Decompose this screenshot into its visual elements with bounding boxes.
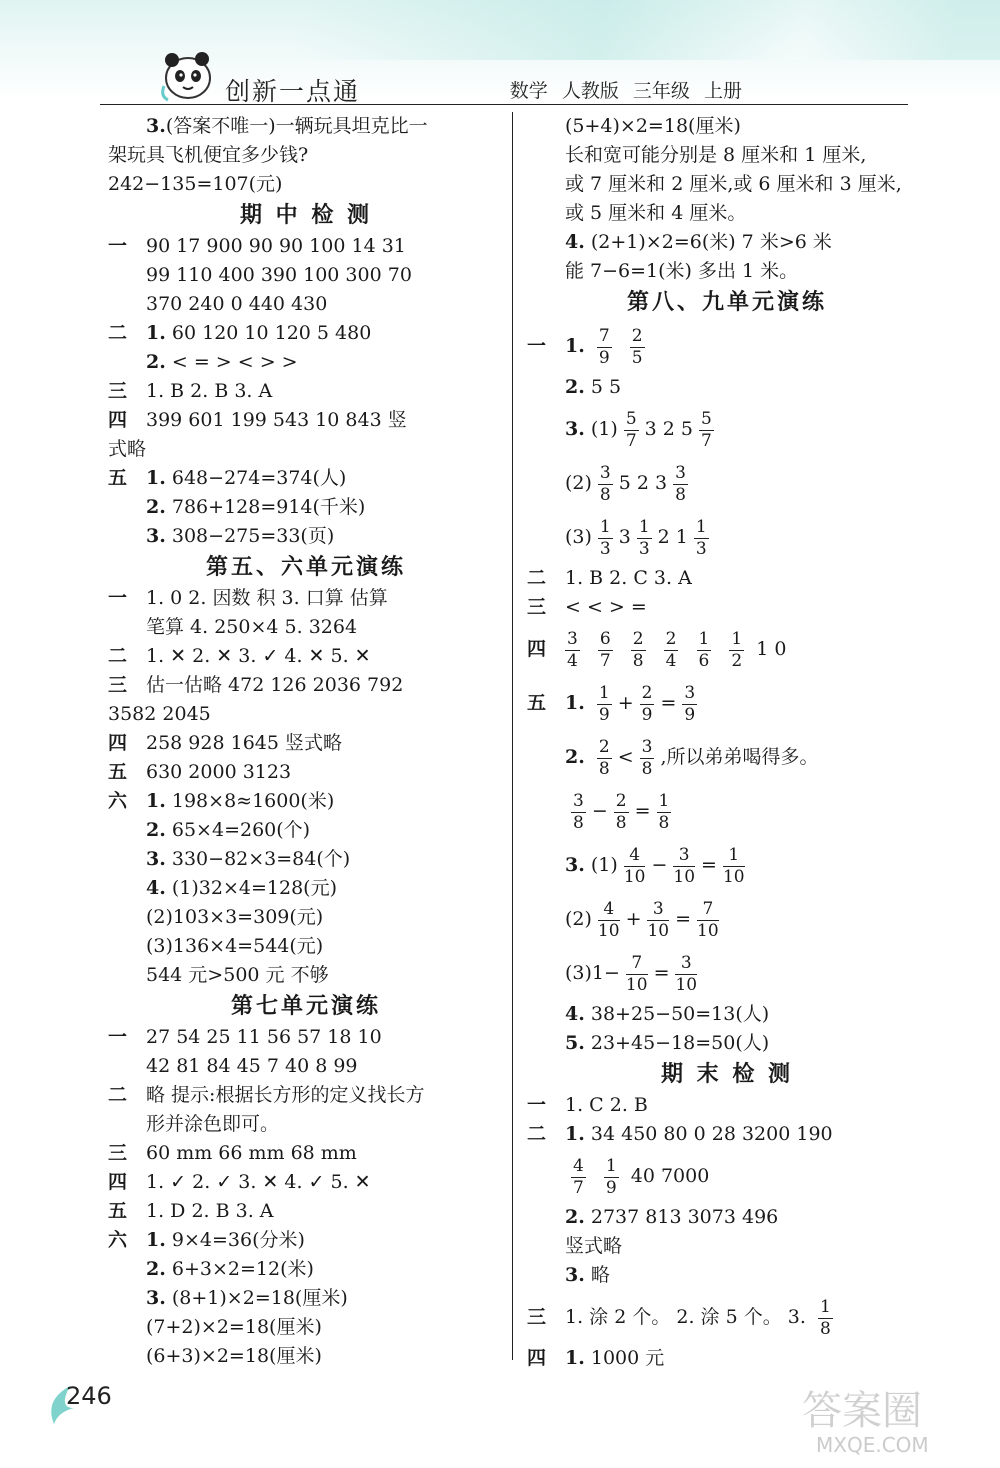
- fraction-line: 2. $\frac{2}{8}$ < $\frac{3}{8}$ ,所以弟弟喝得多。: [565, 736, 819, 779]
- fraction-line: 五 1. $\frac{1}{9}$ + $\frac{2}{9}$ = $\frac{3}{9}$: [527, 682, 696, 725]
- answer-line: 六 1. 198×8≈1600(米): [108, 790, 335, 812]
- answer-line: 五 1. 648−274=374(人): [108, 467, 347, 489]
- fraction: $\frac{3}{10}$: [647, 898, 670, 941]
- fraction: $\frac{2}{8}$: [632, 628, 644, 671]
- fraction: $\frac{3}{8}$: [675, 462, 686, 505]
- answer-line: 99 110 400 390 100 300 70: [146, 264, 412, 286]
- fraction: $\frac{3}{8}$: [573, 790, 584, 833]
- answer-line: 二 1. 34 450 80 0 28 3200 190: [527, 1123, 833, 1145]
- answer-line: 2. 5 5: [565, 376, 622, 398]
- fraction: $\frac{6}{7}$: [599, 628, 611, 671]
- fraction-line: 一 1. $\frac{7}{9}$ $\frac{2}{5}$: [527, 325, 643, 368]
- answer-line: 或 7 厘米和 2 厘米,或 6 厘米和 3 厘米,: [565, 173, 902, 195]
- fraction: $\frac{3}{8}$: [599, 462, 611, 505]
- answer-line: 六 1. 9×4=36(分米): [108, 1229, 305, 1251]
- answer-line: 三 估一估略 472 126 2036 792: [108, 674, 404, 696]
- answer-line: (5+4)×2=18(厘米): [565, 115, 741, 137]
- header-band: [0, 0, 1000, 100]
- svg-text:MXQE.COM: MXQE.COM: [816, 1433, 929, 1457]
- fraction: $\frac{1}{9}$: [598, 682, 610, 725]
- answer-line: 一 27 54 25 11 56 57 18 10: [108, 1026, 382, 1048]
- answer-line: 竖式略: [565, 1235, 623, 1257]
- answer-line: 二 1. 60 120 10 120 5 480: [108, 322, 372, 344]
- panda-mascot-icon: [158, 46, 216, 102]
- answer-line: 2. 786+128=914(千米): [146, 496, 366, 518]
- answer-line: 4. (1)32×4=128(元): [146, 877, 337, 899]
- fraction-line: $\frac{4}{7}$ $\frac{1}{9}$ 40 7000: [573, 1155, 710, 1198]
- fraction: $\frac{1}{6}$: [698, 628, 710, 671]
- section-heading-midterm: 期 中 检 测: [240, 202, 372, 228]
- fraction-line: 四 $\frac{3}{4}$ $\frac{6}{7}$ $\frac{2}{8}$ $\frac{2}{4}$ $\frac{1}{6}$ $\frac{1}{2}$ 1 0: [527, 628, 787, 671]
- answer-line: 四 399 601 199 543 10 843 竖: [108, 409, 407, 431]
- fraction: $\frac{1}{3}$: [599, 516, 611, 559]
- section-heading-unit-7: 第七单元演练: [230, 993, 381, 1019]
- svg-text:答案圈: 答案圈: [802, 1388, 922, 1434]
- section-heading-final: 期 末 检 测: [661, 1061, 793, 1087]
- answer-line: 二 1. ✕ 2. ✕ 3. ✓ 4. ✕ 5. ✕: [108, 645, 371, 667]
- answer-line: 四 258 928 1645 竖式略: [108, 732, 343, 754]
- answer-line: 二 略 提示:根据长方形的定义找长方: [108, 1084, 425, 1106]
- watermark-logo: [798, 1380, 968, 1458]
- answer-line: 一 90 17 900 90 90 100 14 31: [108, 235, 406, 257]
- answer-line: 3. 略: [565, 1264, 610, 1286]
- answer-line: (7+2)×2=18(厘米): [146, 1316, 322, 1338]
- answer-line: 式略: [108, 438, 147, 460]
- brand-title: 创新一点通: [225, 77, 361, 106]
- section-heading-unit-8-9: 第八、九单元演练: [626, 289, 827, 315]
- fraction-line: (3)1− $\frac{7}{10}$ = $\frac{3}{10}$: [565, 952, 698, 995]
- fraction: $\frac{3}{10}$: [673, 844, 696, 887]
- answer-line: 五 1. D 2. B 3. A: [108, 1200, 274, 1222]
- fraction: $\frac{4}{10}$: [597, 898, 620, 941]
- fraction: $\frac{3}{4}$: [567, 628, 578, 671]
- fraction: $\frac{1}{9}$: [605, 1155, 617, 1198]
- fraction: $\frac{5}{7}$: [701, 408, 712, 451]
- section-heading-unit-5-6: 第五、六单元演练: [205, 554, 406, 580]
- answer-line: 2. 2737 813 3073 496: [565, 1206, 779, 1228]
- fraction: $\frac{1}{3}$: [695, 516, 707, 559]
- fraction: $\frac{7}{9}$: [598, 325, 610, 368]
- answer-line: 4. (2+1)×2=6(米) 7 米>6 米: [565, 231, 832, 253]
- fraction-line: $\frac{3}{8}$ − $\frac{2}{8}$ = $\frac{1}{8}$: [573, 790, 670, 833]
- answer-line: 242−135=107(元): [108, 173, 283, 195]
- answer-line: 四 1. 1000 元: [527, 1347, 665, 1369]
- right-column: [527, 112, 927, 1373]
- answer-line: 四 1. ✓ 2. ✓ 3. ✕ 4. ✓ 5. ✕: [108, 1171, 371, 1193]
- answer-line: 3582 2045: [108, 703, 211, 725]
- answer-line: (3)136×4=544(元): [146, 935, 324, 957]
- answer-line: 3. 330−82×3=84(个): [146, 848, 351, 870]
- answer-line: 一 1. 0 2. 因数 积 3. 口算 估算: [108, 587, 388, 609]
- answer-line: 三 < < > =: [527, 596, 647, 618]
- fraction: $\frac{1}{3}$: [638, 516, 650, 559]
- fraction: $\frac{1}{2}$: [731, 628, 743, 671]
- fraction: $\frac{2}{5}$: [631, 325, 643, 368]
- fraction-line: (3) $\frac{1}{3}$ 3 $\frac{1}{3}$ 2 1 $\frac{1}{3}$: [565, 516, 707, 559]
- fraction-line: 三 1. 涂 2 个。 2. 涂 5 个。 3. $\frac{1}{8}$: [527, 1296, 831, 1339]
- fraction: $\frac{1}{8}$: [658, 790, 670, 833]
- answer-line: 能 7−6=1(米) 多出 1 米。: [565, 260, 799, 282]
- answer-line: 一 1. C 2. B: [527, 1094, 648, 1116]
- fraction: $\frac{2}{8}$: [598, 736, 610, 779]
- left-column: [108, 112, 504, 1371]
- answer-line: 3. 308−275=33(页): [146, 525, 335, 547]
- header-rule: [100, 104, 908, 105]
- fraction-line: 3. (1) $\frac{5}{7}$ 3 2 5 $\frac{5}{7}$: [565, 408, 712, 451]
- fraction: $\frac{4}{10}$: [623, 844, 646, 887]
- fraction: $\frac{3}{8}$: [641, 736, 653, 779]
- fraction: $\frac{2}{4}$: [665, 628, 677, 671]
- answer-line: 2. 6+3×2=12(米): [146, 1258, 314, 1280]
- answer-line: 形并涂色即可。: [146, 1113, 280, 1135]
- answer-line: 二 1. B 2. C 3. A: [527, 567, 692, 589]
- answer-line: 4. 38+25−50=13(人): [565, 1003, 770, 1025]
- fraction: $\frac{1}{10}$: [722, 844, 745, 887]
- answer-line: 544 元>500 元 不够: [146, 964, 329, 986]
- answer-line: 长和宽可能分别是 8 厘米和 1 厘米,: [565, 144, 867, 166]
- page-number: 246: [66, 1382, 112, 1410]
- fraction: $\frac{2}{8}$: [615, 790, 627, 833]
- answer-line: 五 630 2000 3123: [108, 761, 292, 783]
- book-info: [510, 76, 742, 103]
- grade: 三年级: [632, 80, 690, 102]
- answer-line: 笔算 4. 250×4 5. 3264: [146, 616, 358, 638]
- fraction: $\frac{7}{10}$: [625, 952, 648, 995]
- answer-line: 三 60 mm 66 mm 68 mm: [108, 1142, 357, 1164]
- fraction: $\frac{5}{7}$: [625, 408, 637, 451]
- fraction: $\frac{4}{7}$: [573, 1155, 584, 1198]
- subject: 数学: [509, 80, 548, 102]
- answer-line: 5. 23+45−18=50(人): [565, 1032, 770, 1054]
- fraction: $\frac{7}{10}$: [697, 898, 719, 941]
- edition: 人教版: [561, 80, 619, 102]
- fraction-line: (2) $\frac{3}{8}$ 5 2 3 $\frac{3}{8}$: [565, 462, 686, 505]
- answer-line: 或 5 厘米和 4 厘米。: [565, 202, 747, 224]
- answer-line: 3.(答案不唯一)一辆玩具坦克比一: [146, 115, 428, 137]
- fraction: $\frac{2}{9}$: [641, 682, 653, 725]
- fraction: $\frac{1}{8}$: [819, 1296, 831, 1339]
- answer-line: 370 240 0 440 430: [146, 293, 328, 315]
- fraction-line: 3. (1) $\frac{4}{10}$ − $\frac{3}{10}$ = $\frac{1}{10}$: [565, 844, 745, 887]
- answer-line: 42 81 84 45 7 40 8 99: [146, 1055, 358, 1077]
- answer-line: 2. 65×4=260(个): [146, 819, 311, 841]
- fraction: $\frac{3}{10}$: [675, 952, 698, 995]
- answer-line: 2. < = > < > >: [146, 351, 298, 373]
- answer-line: (2)103×3=309(元): [146, 906, 324, 928]
- answer-line: (6+3)×2=18(厘米): [146, 1345, 322, 1367]
- column-divider: [512, 112, 513, 1360]
- fraction-line: (2) $\frac{4}{10}$ + $\frac{3}{10}$ = $\frac{7}{10}$: [565, 898, 719, 941]
- fraction: $\frac{3}{9}$: [684, 682, 696, 725]
- answer-line: 架玩具飞机便宜多少钱?: [108, 144, 309, 166]
- answer-line: 3. (8+1)×2=18(厘米): [146, 1287, 348, 1309]
- volume: 上册: [703, 80, 742, 102]
- answer-line: 三 1. B 2. B 3. A: [108, 380, 273, 402]
